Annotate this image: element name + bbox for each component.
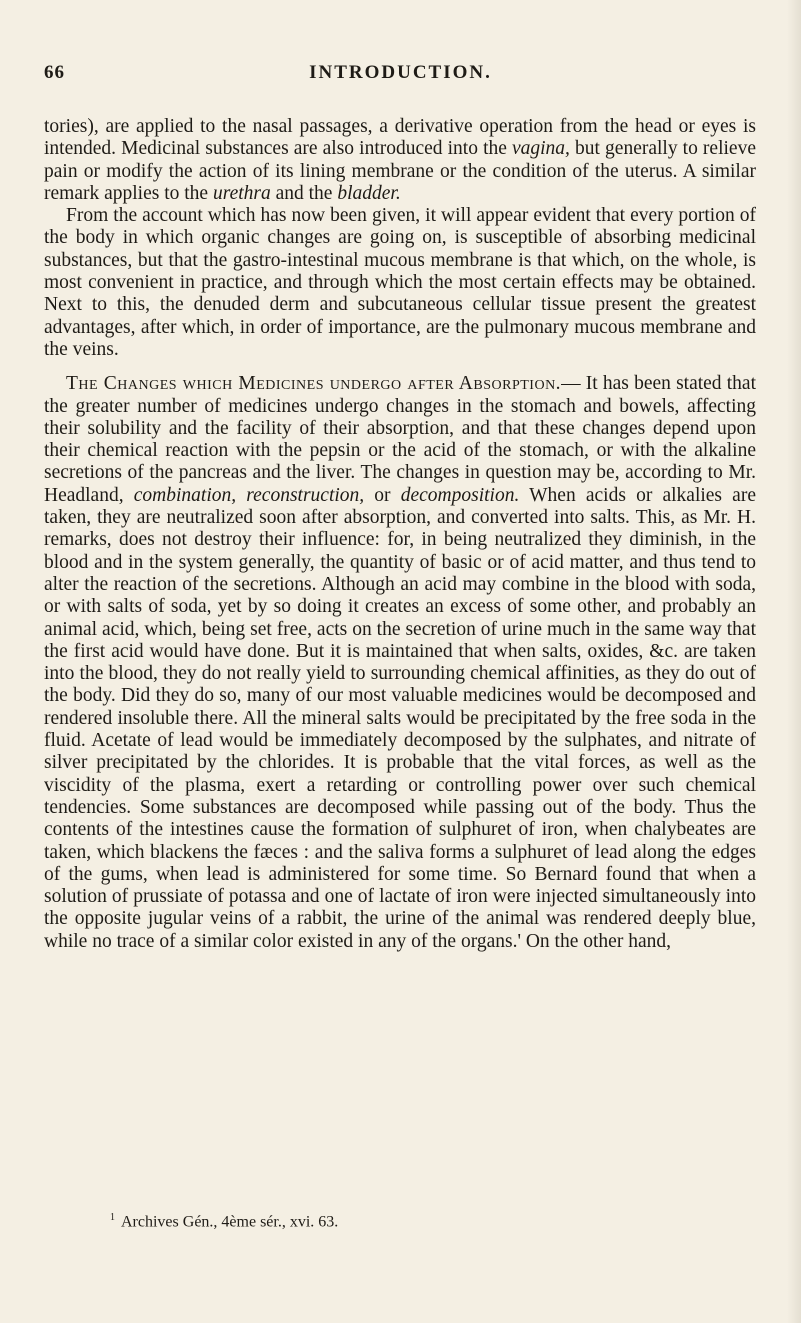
text-run: and the xyxy=(270,182,338,204)
footnote xyxy=(110,1212,338,1231)
body-text xyxy=(44,116,756,953)
page-header xyxy=(0,62,801,90)
running-head: INTRODUCTION. xyxy=(309,62,492,83)
text-run: — It has been stated that the greater number of medicines undergo changes in the stomach and bowels, affecting their solubility and the facility of their absorption, and that these changes depend upon their chemical reaction with the pepsin or the acid of the stomach, or with the alkaline secretions of the pancreas and the liver. The changes in question may be, according to Mr. Headland, xyxy=(44,373,756,506)
text-run: When acids or alkalies are taken, they are neutralized soon after absorption, and converted into salts. This, as Mr. H. remarks, does not destroy their influence: for, in being neutralized they diminish, in the blood and in the system generally, the quantity of basic or of acid matter, and thus tend to alter the reaction of the secretions. Although an acid may combine in the blood with soda, or with salts of soda, yet by so doing it creates an excess of some other, and probably an animal acid, which, being set free, acts on the secretion of urine much in the same way that the first acid would have done. But it is maintained that when salts, oxides, &c. are taken into the blood, they do not really yield to surrounding chemical affinities, as they do out of the body. Did they do so, many of our most valuable medicines would be decomposed and rendered insoluble there. All the mineral salts would be precipitated by the free soda in the fluid. Acetate of lead would be immediately decomposed by the sulphates, and nitrate of silver precipitated by the chlorides. It is probable that the vital forces, as well as the viscidity of the plasma, exert a retarding or controlling power over such chemical tendencies. Some substances are decomposed while passing out of the body. Thus the contents of the intestines cause the formation of sulphuret of iron, when chalybeates are taken, which blackens the fæces : and the saliva forms a sulphuret of lead along the edges of the gums, when lead is administered for some time. So Bernard found that when a solution of prussiate of potassa and one of lactate of iron were injected simultaneously into the opposite jugular veins of a rabbit, the urine of the animal was rendered deeply blue, while no trace of a similar color existed in any of the organs.' On the other hand, xyxy=(44,484,756,952)
section-heading: The Changes which Medicines undergo after Absorption. xyxy=(66,373,562,395)
footnote-text: Archives Gén., 4ème sér., xvi. 63. xyxy=(121,1213,339,1231)
italic-term: combination, reconstruction, xyxy=(133,484,365,506)
paragraph xyxy=(44,373,756,953)
italic-term: urethra xyxy=(212,182,271,204)
paragraph xyxy=(44,116,756,205)
page-edge-shadow xyxy=(787,0,801,1323)
italic-term: decomposition. xyxy=(400,484,520,506)
footnote-mark: 1 xyxy=(110,1212,115,1223)
paragraph xyxy=(44,205,756,361)
text-run: From the account which has now been given, it will appear evident that every portion of the body in which organic changes are going on, is susceptible of absorbing medicinal substances, but that the gastro-intestinal mucous membrane is that which, on the whole, is most convenient in practice, and through which the most certain effects may be obtained. Next to this, the denuded derm and subcutaneous cellular tissue present the greatest advantages, after which, in order of importance, are the pulmonary mucous membrane and the veins. xyxy=(44,205,756,360)
text-run: tories), are applied to the nasal passages, a derivative operation from the head or eyes is intended. Medicinal substances are also introduced into the xyxy=(44,116,756,160)
text-run: but generally to relieve pain or modify the action of its lining membrane or the condition of the uterus. A similar remark applies to the xyxy=(44,138,756,204)
italic-term: vagina, xyxy=(511,138,570,160)
italic-term: bladder. xyxy=(337,182,401,204)
page-number: 66 xyxy=(44,62,65,83)
text-run: or xyxy=(364,484,401,506)
